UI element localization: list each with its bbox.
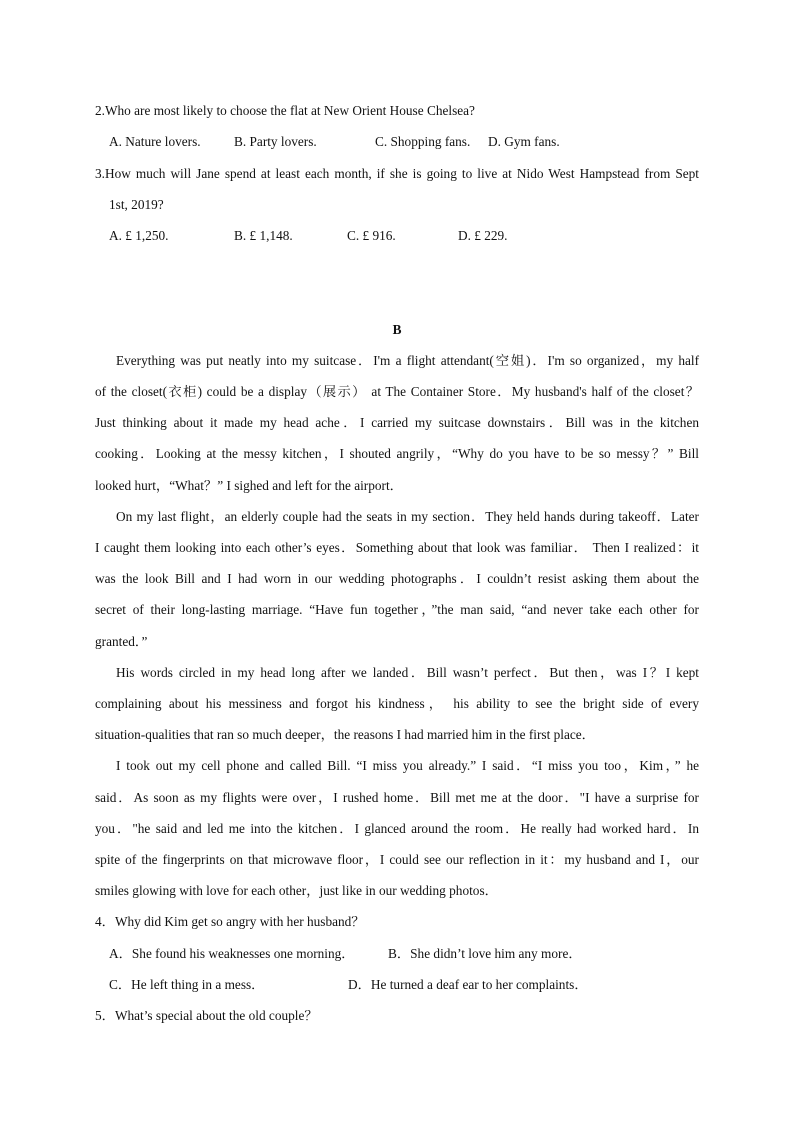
q3-option-a: A. £ 1,250. <box>109 228 169 243</box>
question-4: 4．Why did Kim get so angry with her husband？ <box>95 914 365 929</box>
passage-line: Everything was put neatly into my suitcase．I'm a flight attendant(空姐)．I'm so organized，my half <box>116 353 699 368</box>
passage-line: said．As soon as my flights were over，I rushed home．Bill met me at the door．"I have a surprise for <box>95 790 699 805</box>
section-title: B <box>392 322 402 337</box>
q4-option-a: A．She found his weaknesses one morning． <box>109 946 355 961</box>
q3-option-b: B. £ 1,148. <box>234 228 293 243</box>
q3-option-c: C. £ 916. <box>347 228 396 243</box>
q2-option-d: D. Gym fans. <box>488 134 560 149</box>
q2-option-a: A. Nature lovers. <box>109 134 201 149</box>
passage-line: granted．” <box>95 634 148 649</box>
passage-line: looked hurt，“What？” I sighed and left for the airport． <box>95 478 403 493</box>
q2-option-b: B. Party lovers. <box>234 134 317 149</box>
passage-line: of the closet(衣柜) could be a display（展示） at The Container Store．My husband's half of the closet？ <box>95 384 699 399</box>
question-5: 5．What’s special about the old couple？ <box>95 1008 318 1023</box>
passage-line: you．"he said and led me into the kitchen．I glanced around the room．He really had worked hard．In <box>95 821 699 836</box>
passage-line: I took out my cell phone and called Bill. “I miss you already.” I said．“I miss you too，Kim，” he <box>116 758 699 773</box>
passage-line: was the look Bill and I had worn in our wedding photographs．I couldn’t resist asking them about the <box>95 571 699 586</box>
question-3-line-2: 1st, 2019? <box>109 197 164 212</box>
passage-line: I caught them looking into each other’s eyes．Something about that look was familiar． Then I realized：it <box>95 540 699 555</box>
passage-line: secret of their long-lasting marriage. “Have fun together，”the man said, “and never take each other for <box>95 602 699 617</box>
q4-option-c: C．He left thing in a mess． <box>109 977 265 992</box>
passage-line: complaining about his messiness and forgot his kindness， his ability to see the bright side of every <box>95 696 699 711</box>
passage-line: His words circled in my head long after we landed．Bill wasn’t perfect．But then，was I？I kept <box>116 665 699 680</box>
q4-option-b: B．She didn’t love him any more． <box>388 946 582 961</box>
question-2: 2.Who are most likely to choose the flat at New Orient House Chelsea? <box>95 103 475 118</box>
q4-option-d: D．He turned a deaf ear to her complaints． <box>348 977 588 992</box>
passage-line: On my last flight，an elderly couple had the seats in my section．They held hands during takeoff．Later <box>116 509 699 524</box>
passage-line: situation-qualities that ran so much deeper，the reasons I had married him in the first place． <box>95 727 595 742</box>
passage-line: spite of the fingerprints on that microwave floor，I could see our reflection in it：my husband and I，our <box>95 852 699 867</box>
question-3-line-1: 3.How much will Jane spend at least each month, if she is going to live at Nido West Hampstead from Sept <box>95 166 699 181</box>
passage-line: smiles glowing with love for each other，just like in our wedding photos． <box>95 883 498 898</box>
q2-option-c: C. Shopping fans. <box>375 134 471 149</box>
passage-line: Just thinking about it made my head ache．I carried my suitcase downstairs．Bill was in the kitchen <box>95 415 699 430</box>
q3-option-d: D. £ 229. <box>458 228 508 243</box>
passage-line: cooking．Looking at the messy kitchen，I shouted angrily，“Why do you have to be so messy？” Bill <box>95 446 699 461</box>
